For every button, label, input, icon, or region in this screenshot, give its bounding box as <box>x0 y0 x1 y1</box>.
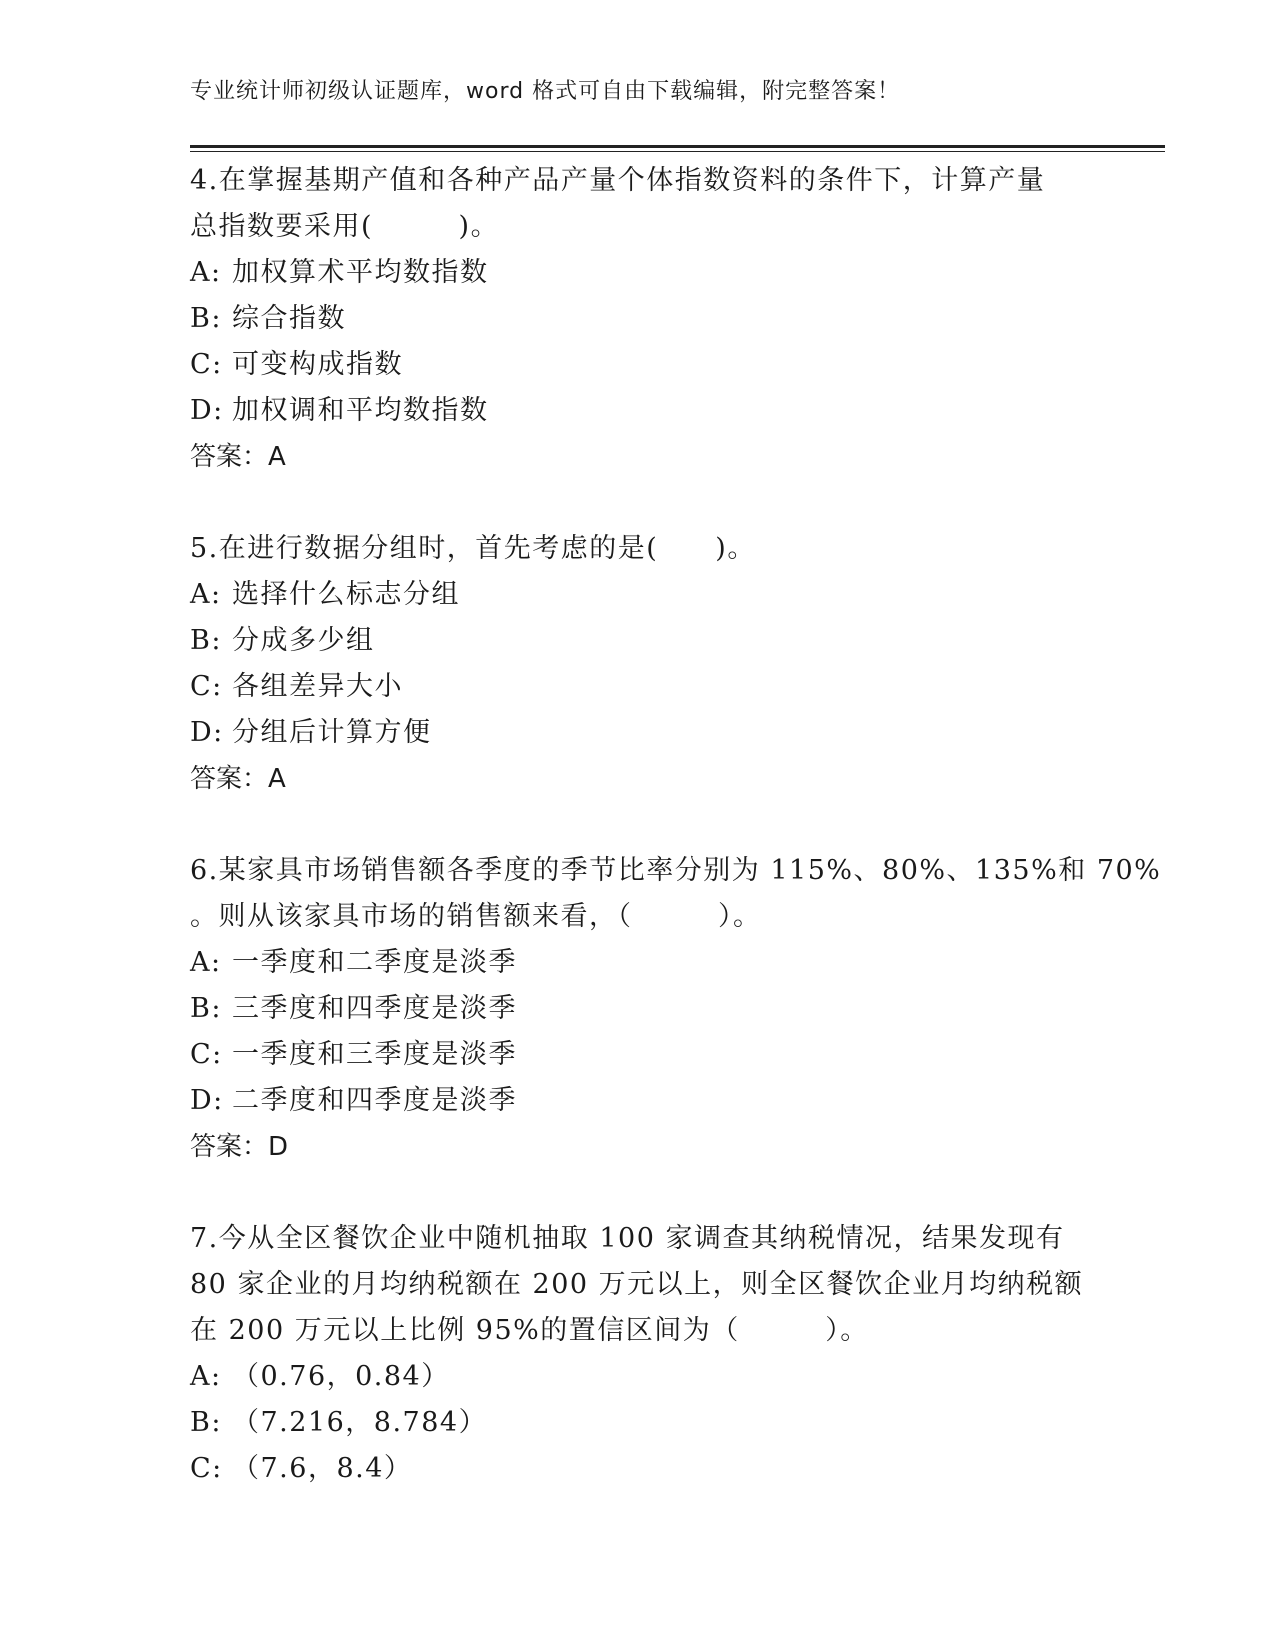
option-key: A: <box>190 947 222 978</box>
answer-option <box>190 940 1090 986</box>
header-rule-thick <box>190 145 1165 148</box>
question-stem-line: 4.在掌握基期产值和各种产品产量个体指数资料的条件下，计算产量 <box>190 165 1046 196</box>
option-key: B: <box>190 1407 222 1438</box>
answer-option <box>190 250 1090 296</box>
option-text: 选择什么标志分组 <box>232 579 460 610</box>
question-stem-line: 在 200 万元以上比例 95%的置信区间为（ ）。 <box>190 1315 869 1346</box>
question-list <box>190 158 1162 1492</box>
question-block <box>190 526 1090 848</box>
question-block <box>190 848 1162 1216</box>
question-stem-line: 6.某家具市场销售额各季度的季节比率分别为 115%、80%、135%和 70% <box>190 855 1162 886</box>
question-spacer <box>190 802 1090 848</box>
option-text: （7.6，8.4） <box>232 1453 413 1484</box>
option-key: D: <box>190 1085 224 1116</box>
option-key: C: <box>190 671 223 702</box>
option-text: 加权算术平均数指数 <box>232 257 489 288</box>
option-text: （7.216，8.784） <box>232 1407 488 1438</box>
answer-option <box>190 1032 1090 1078</box>
question-block <box>190 158 1090 526</box>
option-text: 分成多少组 <box>232 625 375 656</box>
option-text: 二季度和四季度是淡季 <box>232 1085 517 1116</box>
answer-option <box>190 664 1090 710</box>
answer-option <box>190 1078 1090 1124</box>
answer-option <box>190 572 1090 618</box>
answer-option <box>190 342 1090 388</box>
option-text: 一季度和二季度是淡季 <box>232 947 517 978</box>
option-key: C: <box>190 1453 223 1484</box>
answer-option <box>190 618 1090 664</box>
question-stem-line: 5.在进行数据分组时，首先考虑的是( )。 <box>190 533 756 564</box>
option-key: D: <box>190 717 224 748</box>
question-spacer <box>190 480 1090 526</box>
question-stem-line: 总指数要采用( )。 <box>190 211 500 242</box>
answer-line: 答案：A <box>190 764 286 794</box>
option-text: 综合指数 <box>232 303 346 334</box>
answer-option <box>190 986 1090 1032</box>
option-key: B: <box>190 993 222 1024</box>
answer-option <box>190 1446 1090 1492</box>
option-text: 各组差异大小 <box>232 671 403 702</box>
option-key: C: <box>190 349 223 380</box>
option-key: A: <box>190 257 222 288</box>
answer-option <box>190 710 1090 756</box>
answer-option <box>190 1354 1090 1400</box>
question-spacer <box>190 1170 1090 1216</box>
option-text: （0.76，0.84） <box>232 1361 450 1392</box>
option-text: 可变构成指数 <box>232 349 403 380</box>
page-header: 专业统计师初级认证题库，word 格式可自由下载编辑，附完整答案！ <box>190 79 901 104</box>
answer-line: 答案：D <box>190 1132 289 1162</box>
option-key: B: <box>190 303 222 334</box>
answer-line: 答案：A <box>190 442 286 472</box>
question-stem-line: 。则从该家具市场的销售额来看，（ ）。 <box>190 901 762 932</box>
option-text: 三季度和四季度是淡季 <box>232 993 517 1024</box>
option-key: B: <box>190 625 222 656</box>
option-key: A: <box>190 1361 222 1392</box>
option-text: 加权调和平均数指数 <box>232 395 489 426</box>
header-rule-thin <box>190 151 1165 152</box>
option-key: D: <box>190 395 224 426</box>
answer-option <box>190 1400 1090 1446</box>
answer-option <box>190 296 1090 342</box>
question-stem-line: 80 家企业的月均纳税额在 200 万元以上，则全区餐饮企业月均纳税额 <box>190 1269 1084 1300</box>
option-key: A: <box>190 579 222 610</box>
question-block <box>190 1216 1090 1492</box>
option-text: 分组后计算方便 <box>232 717 432 748</box>
option-text: 一季度和三季度是淡季 <box>232 1039 517 1070</box>
answer-option <box>190 388 1090 434</box>
option-key: C: <box>190 1039 223 1070</box>
question-stem-line: 7.今从全区餐饮企业中随机抽取 100 家调查其纳税情况，结果发现有 <box>190 1223 1065 1254</box>
